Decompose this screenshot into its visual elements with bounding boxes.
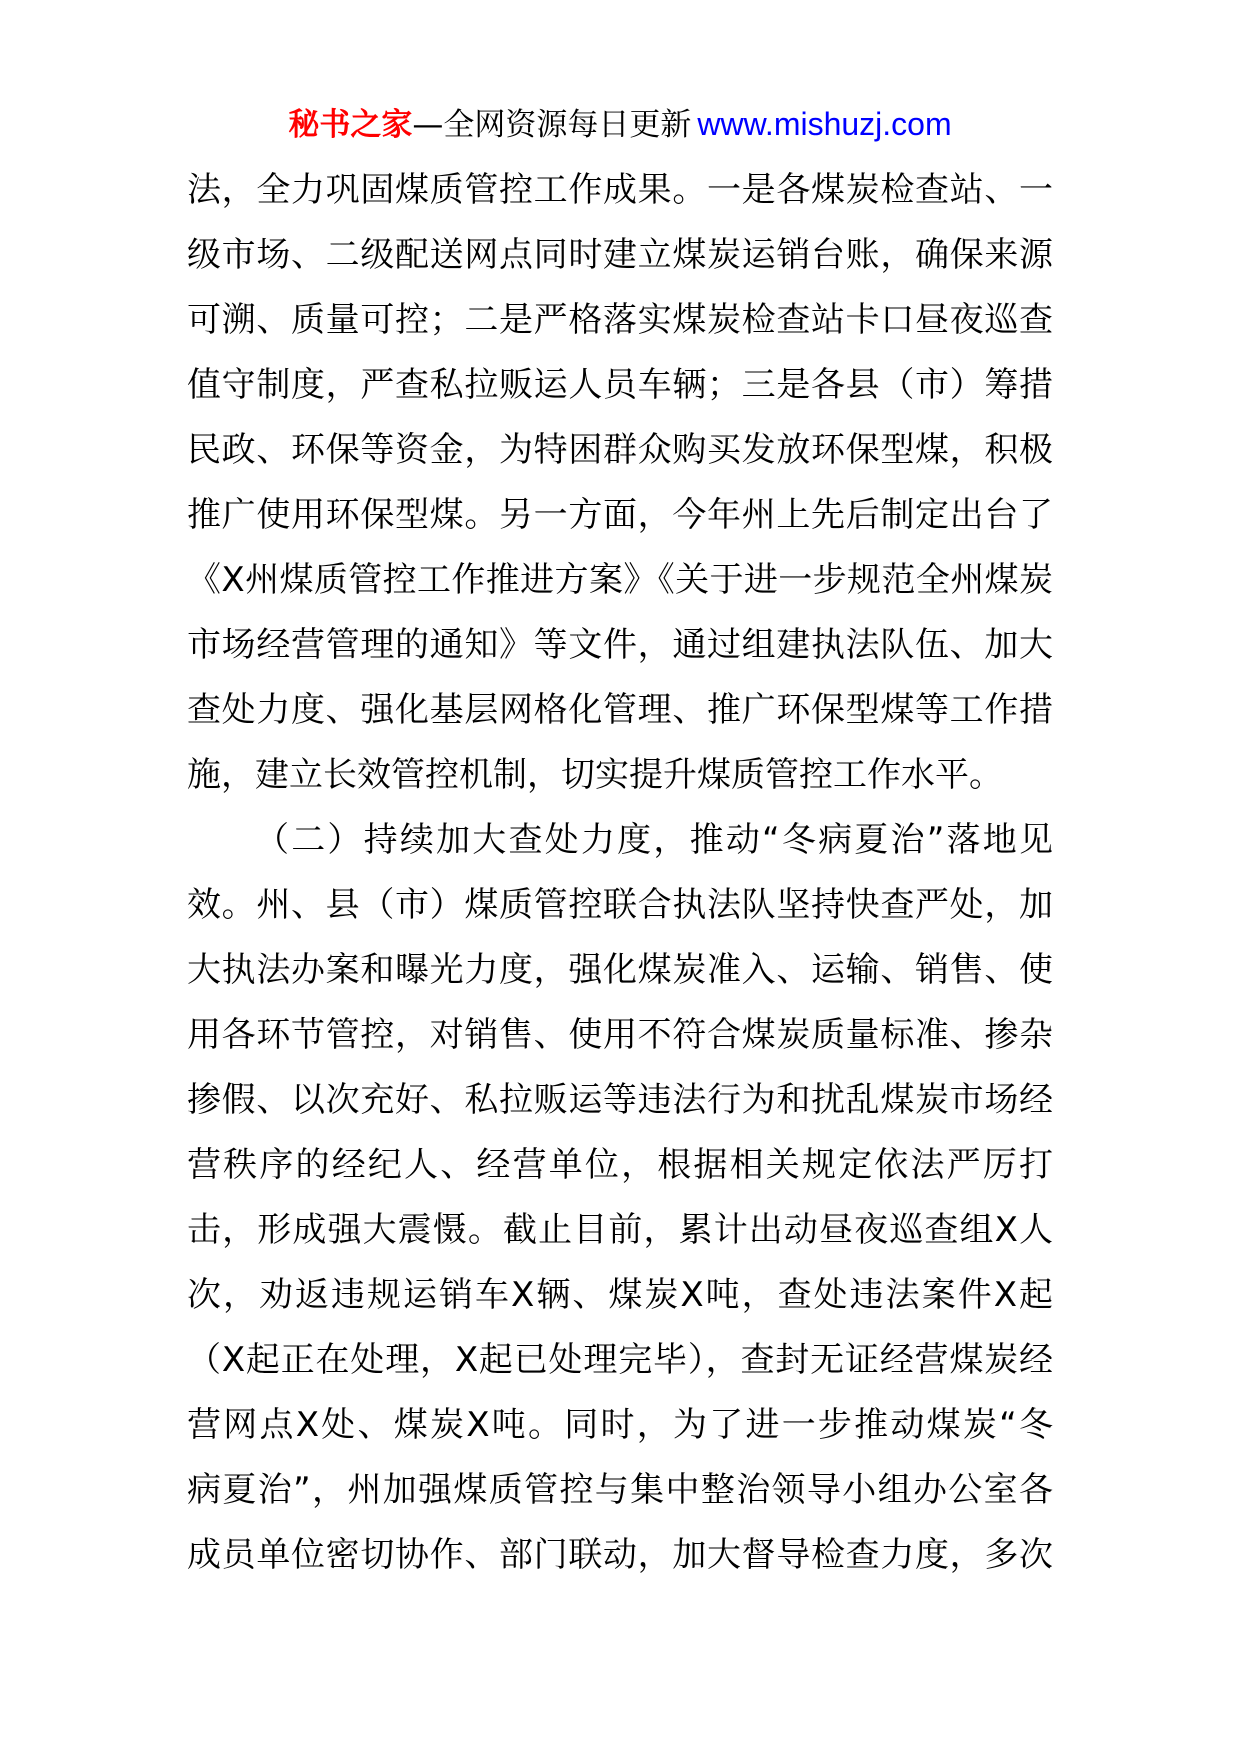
text-line: 营秩序的经纪人、经营单位，根据相关规定依法严厉打 xyxy=(187,1145,1053,1185)
text-line: 民政、环保等资金，为特困群众购买发放环保型煤，积极 xyxy=(187,430,1053,470)
text-line: 可溯、质量可控；二是严格落实煤炭检查站卡口昼夜巡查 xyxy=(187,300,1053,340)
text-line: （X起正在处理，X起已处理完毕），查封无证经营煤炭经 xyxy=(187,1340,1053,1380)
text-line: 成员单位密切协作、部门联动，加大督导检查力度，多次 xyxy=(187,1535,1053,1575)
text-line: 营网点X处、煤炭X吨。同时，为了进一步推动煤炭“冬 xyxy=(187,1405,1053,1445)
header-slogan: —全网资源每日更新 xyxy=(412,107,692,143)
text-line: 用各环节管控，对销售、使用不符合煤炭质量标准、掺杂 xyxy=(187,1015,1053,1055)
text-line: 值守制度，严查私拉贩运人员车辆；三是各县（市）筹措 xyxy=(187,365,1053,405)
text-line: 掺假、以次充好、私拉贩运等违法行为和扰乱煤炭市场经 xyxy=(187,1080,1053,1120)
document-body xyxy=(187,158,1053,1588)
header-brand: 秘书之家 xyxy=(288,107,413,143)
text-line: 击，形成强大震慑。截止目前，累计出动昼夜巡查组X人 xyxy=(187,1210,1053,1250)
text-line: 《X州煤质管控工作推进方案》《关于进一步规范全州煤炭 xyxy=(187,560,1053,600)
text-line: 施，建立长效管控机制，切实提升煤质管控工作水平。 xyxy=(187,755,1003,795)
text-line: 法，全力巩固煤质管控工作成果。一是各煤炭检查站、一 xyxy=(187,170,1053,210)
text-line: 推广使用环保型煤。另一方面，今年州上先后制定出台了 xyxy=(187,495,1053,535)
text-line: 市场经营管理的通知》等文件，通过组建执法队伍、加大 xyxy=(187,625,1053,665)
text-line: 效。州、县（市）煤质管控联合执法队坚持快查严处，加 xyxy=(187,885,1053,925)
text-line: 级市场、二级配送网点同时建立煤炭运销台账，确保来源 xyxy=(187,235,1053,275)
text-line: 大执法办案和曝光力度，强化煤炭准入、运输、销售、使 xyxy=(187,950,1053,990)
text-line: 病夏治”，州加强煤质管控与集中整治领导小组办公室各 xyxy=(187,1470,1053,1510)
text-line: 查处力度、强化基层网格化管理、推广环保型煤等工作措 xyxy=(187,690,1053,730)
header-site-link[interactable]: www.mishuzj.com xyxy=(697,106,952,142)
page-header xyxy=(0,104,1240,145)
text-line: 次，劝返违规运销车X辆、煤炭X吨，查处违法案件X起 xyxy=(187,1275,1053,1315)
section-heading-line: （二）持续加大查处力度，推动“冬病夏治”落地见 xyxy=(255,820,1053,860)
